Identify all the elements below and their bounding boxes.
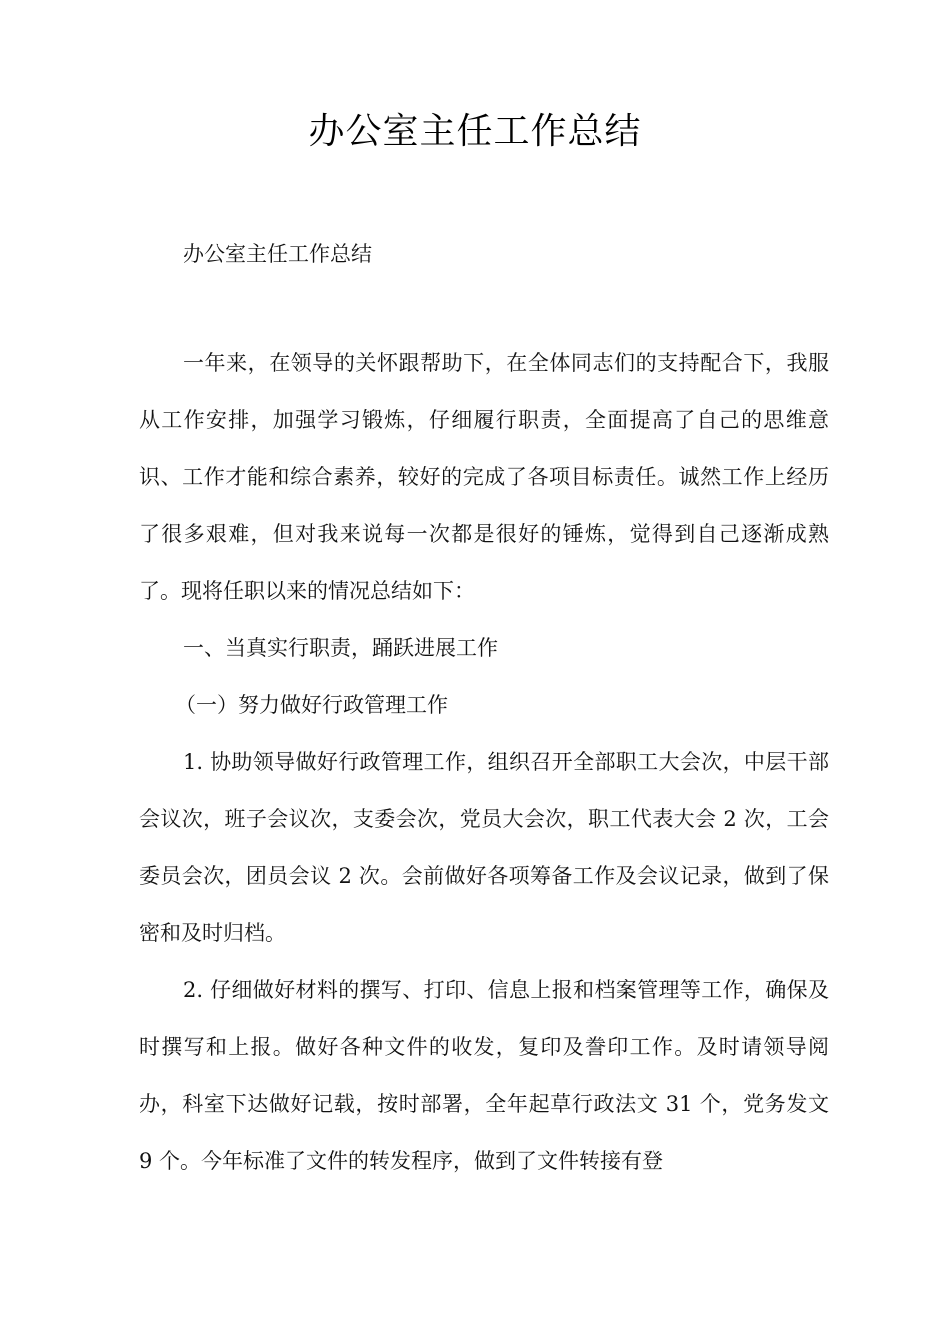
subsection-heading-1: （一）努力做好行政管理工作 <box>175 693 448 717</box>
document-subtitle: 办公室主任工作总结 <box>183 242 372 266</box>
document-title: 办公室主任工作总结 <box>308 111 642 152</box>
paragraph-item-1: 1. 协助领导做好行政管理工作，组织召开全部职工大会次，中层干部会议次，班子会议次，支委会次，党员大会次，职工代表大会 2 次，工会委员会次，团员会议 2 次。会前做好各项筹备工作及会议记录，做到了保密和及时归档。 <box>139 750 829 945</box>
paragraph-intro: 一年来，在领导的关怀跟帮助下，在全体同志们的支持配合下，我服从工作安排，加强学习锻炼，仔细履行职责，全面提高了自己的思维意识、工作才能和综合素养，较好的完成了各项目标责任。诚然工作上经历了很多艰难，但对我来说每一次都是很好的锤炼，觉得到自己逐渐成熟了。现将任职以来的情况总结如下： <box>139 351 829 603</box>
document-subtitle-block <box>139 226 829 283</box>
section-heading-1: 一、当真实行职责，踊跃进展工作 <box>183 636 498 660</box>
document-body <box>139 335 829 1190</box>
paragraph-item-2: 2. 仔细做好材料的撰写、打印、信息上报和档案管理等工作，确保及时撰写和上报。做好各种文件的收发，复印及誊印工作。及时请领导阅办，科室下达做好记载，按时部署，全年起草行政法文 31 个，党务发文 9 个。今年标准了文件的转发程序，做到了文件转接有登 <box>139 978 829 1173</box>
